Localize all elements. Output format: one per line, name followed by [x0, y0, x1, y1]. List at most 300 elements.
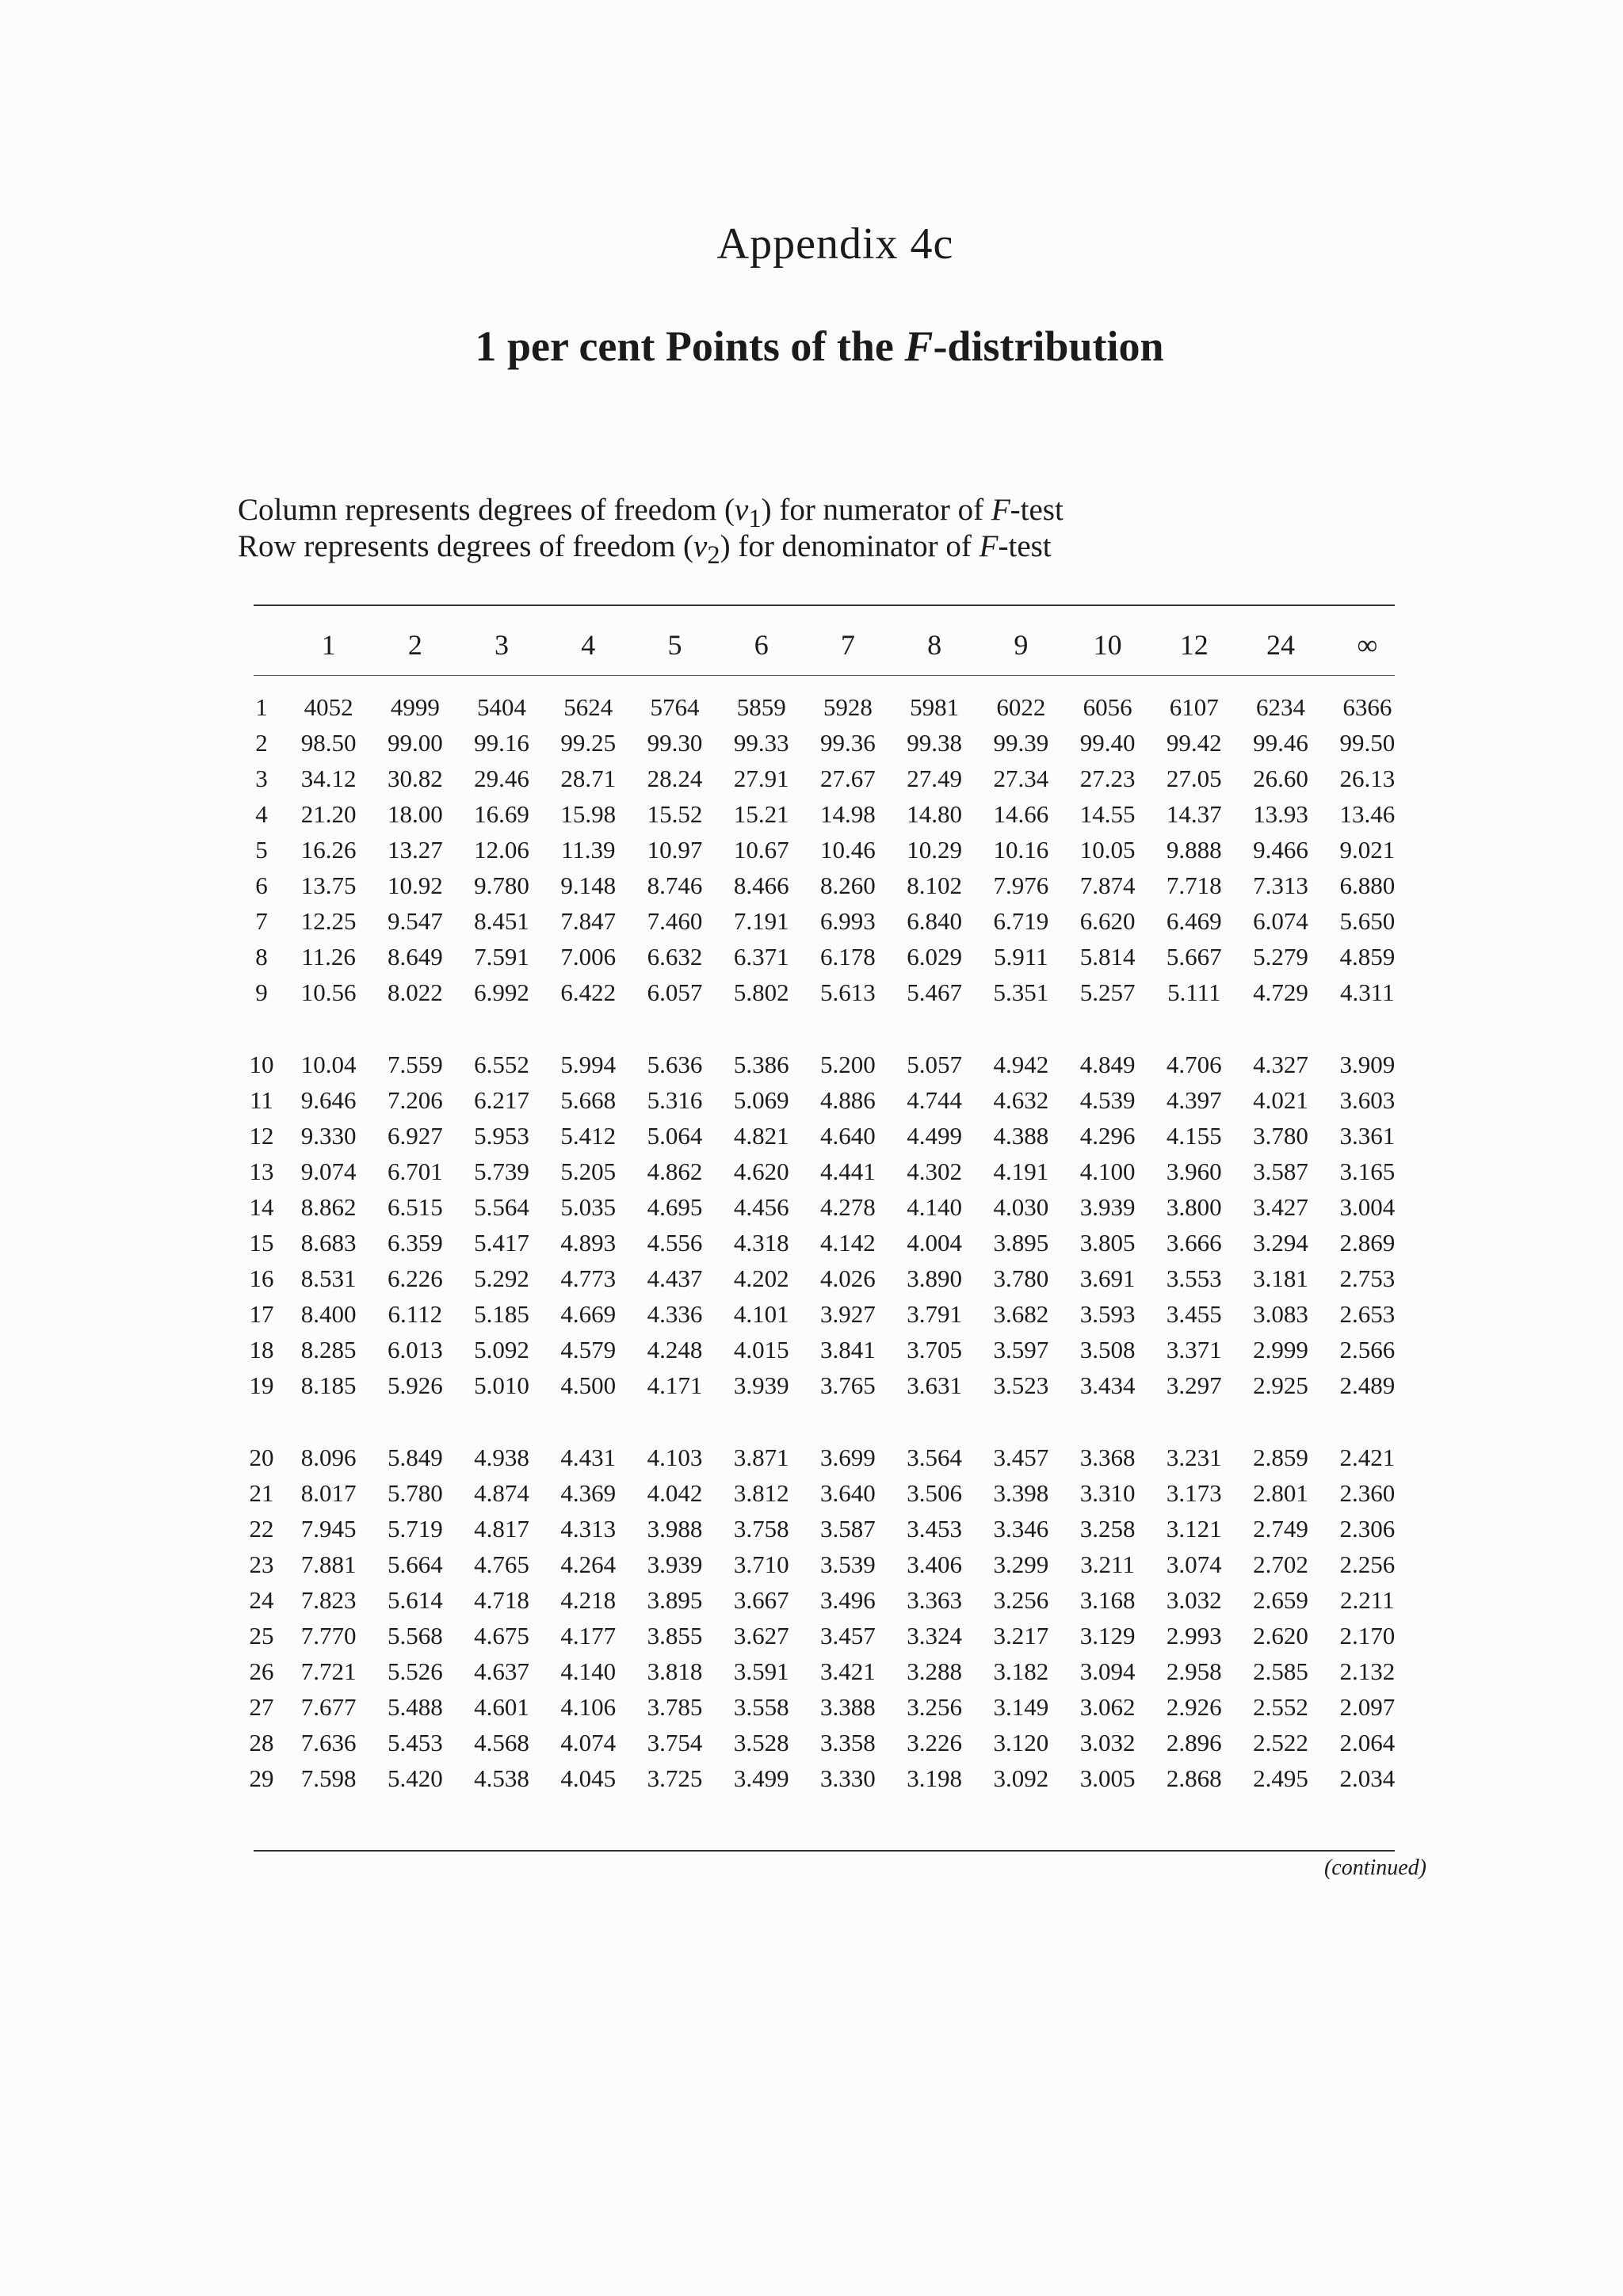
table-cell: 3.434: [1079, 1371, 1136, 1399]
row-label: 8: [255, 942, 268, 971]
table-cell: 2.753: [1339, 1264, 1396, 1292]
table-cell: 5764: [650, 692, 700, 721]
table-row: [238, 1475, 1411, 1511]
table-cell: 99.25: [560, 728, 617, 757]
table-cell: 4.849: [1079, 1050, 1136, 1078]
table-cell: 2.925: [1253, 1371, 1308, 1399]
table-cell: 4.045: [560, 1764, 617, 1792]
table-row: [238, 868, 1411, 903]
table-cell: 6.013: [387, 1335, 443, 1363]
table-cell: 4.539: [1079, 1085, 1136, 1114]
table-cell: 3.310: [1079, 1478, 1136, 1507]
table-cell: 99.33: [733, 728, 789, 757]
table-cell: 4.862: [647, 1157, 703, 1185]
table-cell: 13.46: [1339, 799, 1396, 828]
table-cell: 8.017: [300, 1478, 357, 1507]
table-cell: 5.185: [474, 1299, 529, 1328]
table-cell: 9.074: [300, 1157, 357, 1185]
column-header: 8: [927, 629, 942, 661]
table-cell: 5.650: [1339, 906, 1396, 935]
table-cell: 99.00: [387, 728, 443, 757]
table-cell: 3.182: [993, 1657, 1049, 1685]
table-cell: 8.096: [300, 1443, 357, 1471]
table-cell: 6.515: [387, 1192, 443, 1221]
table-cell: 5.412: [560, 1121, 617, 1150]
table-cell: 3.457: [993, 1443, 1049, 1471]
table-cell: 99.30: [647, 728, 703, 757]
row-label: 10: [249, 1050, 274, 1078]
table-cell: 3.149: [993, 1692, 1049, 1721]
table-cell: 5.205: [560, 1157, 617, 1185]
row-label: 5: [255, 835, 268, 864]
table-cell: 4.318: [733, 1228, 789, 1257]
table-row: [238, 1189, 1411, 1225]
table-cell: 6.880: [1339, 871, 1396, 899]
table-cell: 2.659: [1253, 1585, 1308, 1614]
table-cell: 5624: [563, 692, 613, 721]
table-cell: 5.010: [474, 1371, 529, 1399]
table-cell: 3.508: [1079, 1335, 1136, 1363]
table-cell: 6.217: [474, 1085, 529, 1114]
table-cell: 7.976: [993, 871, 1049, 899]
table-cell: 4.601: [474, 1692, 529, 1721]
table-cell: 8.862: [300, 1192, 357, 1221]
table-cell: 27.05: [1166, 764, 1222, 792]
table-cell: 4.311: [1340, 978, 1395, 1006]
table-cell: 6.552: [474, 1050, 529, 1078]
table-row: [238, 689, 1411, 725]
table-cell: 5.802: [733, 978, 789, 1006]
table-cell: 16.69: [474, 799, 529, 828]
column-header: 10: [1093, 629, 1122, 661]
table-cell: 4.500: [560, 1371, 617, 1399]
table-header-row: [238, 618, 1411, 672]
row-label: 17: [249, 1299, 274, 1328]
table-cell: 3.074: [1166, 1550, 1222, 1578]
table-cell: 27.67: [820, 764, 876, 792]
table-cell: 3.927: [820, 1299, 876, 1328]
table-row: [238, 903, 1411, 939]
table-cell: 3.558: [733, 1692, 789, 1721]
table-cell: 3.564: [907, 1443, 963, 1471]
table-cell: 4999: [390, 692, 440, 721]
table-cell: 7.636: [300, 1728, 357, 1756]
table-cell: 3.682: [993, 1299, 1049, 1328]
table-cell: 34.12: [300, 764, 357, 792]
table-cell: 5.849: [387, 1443, 443, 1471]
table-cell: 4.106: [560, 1692, 617, 1721]
table-cell: 5.200: [820, 1050, 876, 1078]
title-suffix: -distribution: [933, 322, 1164, 370]
table-cell: 2.999: [1253, 1335, 1308, 1363]
table-cell: 3.496: [820, 1585, 876, 1614]
table-cell: 2.522: [1253, 1728, 1308, 1756]
row-label: 15: [249, 1228, 274, 1257]
table-cell: 5.780: [387, 1478, 443, 1507]
table-cell: 3.593: [1079, 1299, 1136, 1328]
table-cell: 9.148: [560, 871, 617, 899]
row-label: 21: [249, 1478, 274, 1507]
table-cell: 3.791: [907, 1299, 963, 1328]
table-cell: 27.23: [1079, 764, 1136, 792]
table-cell: 4.248: [647, 1335, 703, 1363]
table-cell: 4.765: [474, 1550, 529, 1578]
table-cell: 4.296: [1079, 1121, 1136, 1150]
table-cell: 4.620: [733, 1157, 789, 1185]
table-cell: 10.05: [1079, 835, 1136, 864]
table-cell: 15.98: [560, 799, 617, 828]
row-label: 2: [255, 728, 268, 757]
table-cell: 29.46: [474, 764, 529, 792]
table-cell: 5.257: [1079, 978, 1136, 1006]
table-cell: 11.26: [301, 942, 356, 971]
table-cell: 5.453: [387, 1728, 443, 1756]
table-cell: 4.640: [820, 1121, 876, 1150]
table-cell: 2.702: [1253, 1550, 1308, 1578]
table-cell: 4052: [304, 692, 353, 721]
table-cell: 3.121: [1166, 1514, 1222, 1543]
table-row: [238, 1653, 1411, 1689]
table-cell: 27.91: [733, 764, 789, 792]
table-cell: 7.191: [733, 906, 789, 935]
table-cell: 2.926: [1166, 1692, 1222, 1721]
table-cell: 3.198: [907, 1764, 963, 1792]
table-cell: 28.71: [560, 764, 617, 792]
table-cell: 7.718: [1166, 871, 1222, 899]
table-cell: 2.489: [1339, 1371, 1396, 1399]
table-cell: 7.006: [560, 942, 617, 971]
table-cell: 4.744: [907, 1085, 963, 1114]
table-cell: 3.371: [1166, 1335, 1222, 1363]
table-cell: 6.029: [907, 942, 963, 971]
table-cell: 5.292: [474, 1264, 529, 1292]
table-cell: 3.895: [993, 1228, 1049, 1257]
table-cell: 3.083: [1253, 1299, 1308, 1328]
table-cell: 13.27: [387, 835, 443, 864]
table-cell: 6.632: [647, 942, 703, 971]
table-cell: 5.614: [387, 1585, 443, 1614]
table-cell: 5.953: [474, 1121, 529, 1150]
column-header: 12: [1179, 629, 1209, 661]
table-cell: 3.004: [1339, 1192, 1396, 1221]
table-cell: 2.132: [1339, 1657, 1396, 1685]
table-cell: 3.388: [820, 1692, 876, 1721]
table-cell: 99.36: [820, 728, 876, 757]
table-cell: 4.556: [647, 1228, 703, 1257]
table-cell: 3.705: [907, 1335, 963, 1363]
table-cell: 3.988: [647, 1514, 703, 1543]
row-label: 16: [249, 1264, 274, 1292]
table-cell: 7.559: [387, 1050, 443, 1078]
table-cell: 4.218: [560, 1585, 617, 1614]
table-cell: 3.890: [907, 1264, 963, 1292]
row-label: 22: [249, 1514, 274, 1543]
table-row: [238, 939, 1411, 974]
table-row: [238, 1296, 1411, 1332]
table-cell: 3.299: [993, 1550, 1049, 1578]
table-cell: 6.927: [387, 1121, 443, 1150]
title-prefix: 1 per cent Points of the: [475, 322, 905, 370]
table-cell: 13.93: [1253, 799, 1308, 828]
table-cell: 3.758: [733, 1514, 789, 1543]
table-cell: 3.960: [1166, 1157, 1222, 1185]
table-cell: 3.181: [1253, 1264, 1308, 1292]
table-cell: 2.585: [1253, 1657, 1308, 1685]
table-cell: 9.547: [387, 906, 443, 935]
corner-cell: [238, 618, 285, 672]
table-cell: 10.16: [993, 835, 1049, 864]
table-cell: 2.421: [1339, 1443, 1396, 1471]
table-cell: 2.958: [1166, 1657, 1222, 1685]
table-cell: 7.313: [1253, 871, 1308, 899]
table-cell: 4.579: [560, 1335, 617, 1363]
table-cell: 3.780: [993, 1264, 1049, 1292]
table-cell: 4.456: [733, 1192, 789, 1221]
table-cell: 10.04: [300, 1050, 357, 1078]
table-cell: 2.749: [1253, 1514, 1308, 1543]
table-cell: 3.506: [907, 1478, 963, 1507]
table-cell: 3.553: [1166, 1264, 1222, 1292]
table-cell: 27.49: [907, 764, 963, 792]
table-cell: 3.939: [647, 1550, 703, 1578]
table-cell: 4.264: [560, 1550, 617, 1578]
table-cell: 8.746: [647, 871, 703, 899]
table-top-rule: [254, 605, 1395, 606]
table-cell: 8.022: [387, 978, 443, 1006]
table-cell: 4.499: [907, 1121, 963, 1150]
table-cell: 14.37: [1166, 799, 1222, 828]
table-cell: 5.719: [387, 1514, 443, 1543]
table-row: [238, 725, 1411, 761]
table-cell: 9.466: [1253, 835, 1308, 864]
table-cell: 6.620: [1079, 906, 1136, 935]
table-cell: 3.895: [647, 1585, 703, 1614]
table-cell: 2.859: [1253, 1443, 1308, 1471]
table-cell: 6.469: [1166, 906, 1222, 935]
table-row: [238, 796, 1411, 832]
table-cell: 2.868: [1166, 1764, 1222, 1792]
table-cell: 4.015: [733, 1335, 789, 1363]
row-label: 13: [249, 1157, 274, 1185]
table-cell: 2.306: [1339, 1514, 1396, 1543]
table-cell: 3.368: [1079, 1443, 1136, 1471]
table-cell: 4.021: [1253, 1085, 1308, 1114]
table-cell: 6107: [1169, 692, 1219, 721]
table-cell: 6.993: [820, 906, 876, 935]
table-cell: 2.620: [1253, 1621, 1308, 1650]
row-label: 12: [249, 1121, 274, 1150]
table-row: [238, 1367, 1411, 1403]
table-cell: 7.770: [300, 1621, 357, 1650]
table-bottom-rule: [254, 1850, 1395, 1852]
table-cell: 9.646: [300, 1085, 357, 1114]
row-label: 28: [249, 1728, 274, 1756]
table-cell: 4.886: [820, 1085, 876, 1114]
table-cell: 4.100: [1079, 1157, 1136, 1185]
table-cell: 8.451: [474, 906, 529, 935]
table-cell: 4.155: [1166, 1121, 1222, 1150]
table-cell: 7.206: [387, 1085, 443, 1114]
table-cell: 2.360: [1339, 1478, 1396, 1507]
table-cell: 6.057: [647, 978, 703, 1006]
table-cell: 7.874: [1079, 871, 1136, 899]
table-cell: 4.278: [820, 1192, 876, 1221]
table-cell: 27.34: [993, 764, 1049, 792]
row-label: 19: [249, 1371, 274, 1399]
table-cell: 6022: [996, 692, 1046, 721]
table-cell: 7.847: [560, 906, 617, 935]
table-cell: 12.25: [300, 906, 357, 935]
table-cell: 6.112: [388, 1299, 443, 1328]
row-label: 24: [249, 1585, 274, 1614]
table-cell: 3.871: [733, 1443, 789, 1471]
table-cell: 10.67: [733, 835, 789, 864]
table-cell: 3.627: [733, 1621, 789, 1650]
table-cell: 30.82: [387, 764, 443, 792]
table-cell: 5.488: [387, 1692, 443, 1721]
table-cell: 4.074: [560, 1728, 617, 1756]
table-cell: 6.992: [474, 978, 529, 1006]
row-label: 25: [249, 1621, 274, 1650]
table-cell: 3.092: [993, 1764, 1049, 1792]
table-cell: 13.75: [300, 871, 357, 899]
table-cell: 8.400: [300, 1299, 357, 1328]
table-cell: 3.780: [1253, 1121, 1308, 1150]
table-cell: 5981: [910, 692, 960, 721]
table-cell: 3.361: [1339, 1121, 1396, 1150]
table-cell: 3.523: [993, 1371, 1049, 1399]
table-cell: 3.032: [1079, 1728, 1136, 1756]
column-header: 3: [495, 629, 510, 661]
table-cell: 9.021: [1339, 835, 1396, 864]
table-row: [238, 1047, 1411, 1082]
table-cell: 3.591: [733, 1657, 789, 1685]
table-cell: 3.699: [820, 1443, 876, 1471]
table-cell: 2.495: [1253, 1764, 1308, 1792]
table-cell: 26.13: [1339, 764, 1396, 792]
table-cell: 5.667: [1166, 942, 1222, 971]
table-row: [238, 1225, 1411, 1261]
table-cell: 7.823: [300, 1585, 357, 1614]
table-cell: 3.258: [1079, 1514, 1136, 1543]
table-cell: 4.821: [733, 1121, 789, 1150]
table-row: [238, 1511, 1411, 1547]
table-cell: 2.064: [1339, 1728, 1396, 1756]
table-cell: 5.668: [560, 1085, 617, 1114]
table-cell: 3.358: [820, 1728, 876, 1756]
table-cell: 5.526: [387, 1657, 443, 1685]
table-cell: 7.677: [300, 1692, 357, 1721]
table-cell: 15.21: [733, 799, 789, 828]
column-header: 1: [321, 629, 336, 661]
table-cell: 5.057: [907, 1050, 963, 1078]
column-header: 2: [407, 629, 422, 661]
table-cell: 4.388: [993, 1121, 1049, 1150]
table-cell: 14.98: [820, 799, 876, 828]
table-cell: 6.074: [1253, 906, 1308, 935]
table-cell: 21.20: [300, 799, 357, 828]
table-cell: 3.226: [907, 1728, 963, 1756]
table-cell: 3.330: [820, 1764, 876, 1792]
table-cell: 2.801: [1253, 1478, 1308, 1507]
table-cell: 3.129: [1079, 1621, 1136, 1650]
table-cell: 5.111: [1167, 978, 1221, 1006]
table-cell: 8.260: [820, 871, 876, 899]
table-cell: 14.66: [993, 799, 1049, 828]
table-cell: 99.40: [1079, 728, 1136, 757]
column-header: 9: [1014, 629, 1029, 661]
table-cell: 4.191: [993, 1157, 1049, 1185]
table-row: [238, 1725, 1411, 1760]
table-cell: 2.170: [1339, 1621, 1396, 1650]
row-label: 9: [255, 978, 268, 1006]
table-cell: 7.460: [647, 906, 703, 935]
table-cell: 4.327: [1253, 1050, 1308, 1078]
table-cell: 11.39: [560, 835, 616, 864]
f-distribution-table: [238, 618, 1411, 1796]
table-cell: 2.211: [1340, 1585, 1395, 1614]
table-cell: 3.841: [820, 1335, 876, 1363]
table-cell: 8.185: [300, 1371, 357, 1399]
table-cell: 9.330: [300, 1121, 357, 1150]
table-cell: 3.294: [1253, 1228, 1308, 1257]
row-label: 18: [249, 1335, 274, 1363]
table-cell: 2.653: [1339, 1299, 1396, 1328]
table-cell: 2.869: [1339, 1228, 1396, 1257]
table-cell: 4.336: [647, 1299, 703, 1328]
table-cell: 99.39: [993, 728, 1049, 757]
table-cell: 5.035: [560, 1192, 617, 1221]
table-cell: 3.939: [1079, 1192, 1136, 1221]
table-cell: 2.993: [1166, 1621, 1222, 1650]
table-cell: 5.613: [820, 978, 876, 1006]
table-cell: 3.666: [1166, 1228, 1222, 1257]
table-cell: 3.754: [647, 1728, 703, 1756]
table-cell: 3.818: [647, 1657, 703, 1685]
table-cell: 99.38: [907, 728, 963, 757]
table-cell: 5.814: [1079, 942, 1136, 971]
table-cell: 3.062: [1079, 1692, 1136, 1721]
table-cell: 5.064: [647, 1121, 703, 1150]
row-label: 3: [255, 764, 268, 792]
column-header: 5: [667, 629, 682, 661]
table-cell: 3.667: [733, 1585, 789, 1614]
table-cell: 4.313: [560, 1514, 617, 1543]
table-cell: 4.142: [820, 1228, 876, 1257]
table-cell: 3.165: [1339, 1157, 1396, 1185]
table-cell: 4.004: [907, 1228, 963, 1257]
table-cell: 3.499: [733, 1764, 789, 1792]
table-cell: 4.030: [993, 1192, 1049, 1221]
table-cell: 6056: [1083, 692, 1132, 721]
table-cell: 10.97: [647, 835, 703, 864]
table-cell: 99.46: [1253, 728, 1308, 757]
table-cell: 3.032: [1166, 1585, 1222, 1614]
table-cell: 4.026: [820, 1264, 876, 1292]
table-cell: 8.649: [387, 942, 443, 971]
table-cell: 4.202: [733, 1264, 789, 1292]
table-cell: 3.217: [993, 1621, 1049, 1650]
row-label: 23: [249, 1550, 274, 1578]
table-cell: 4.101: [733, 1299, 789, 1328]
table-cell: 5.664: [387, 1550, 443, 1578]
table-cell: 3.457: [820, 1621, 876, 1650]
table-cell: 3.173: [1166, 1478, 1222, 1507]
table-cell: 4.538: [474, 1764, 529, 1792]
table-row: [238, 1261, 1411, 1296]
table-cell: 12.06: [474, 835, 529, 864]
continued-note: (continued): [1323, 1855, 1426, 1880]
